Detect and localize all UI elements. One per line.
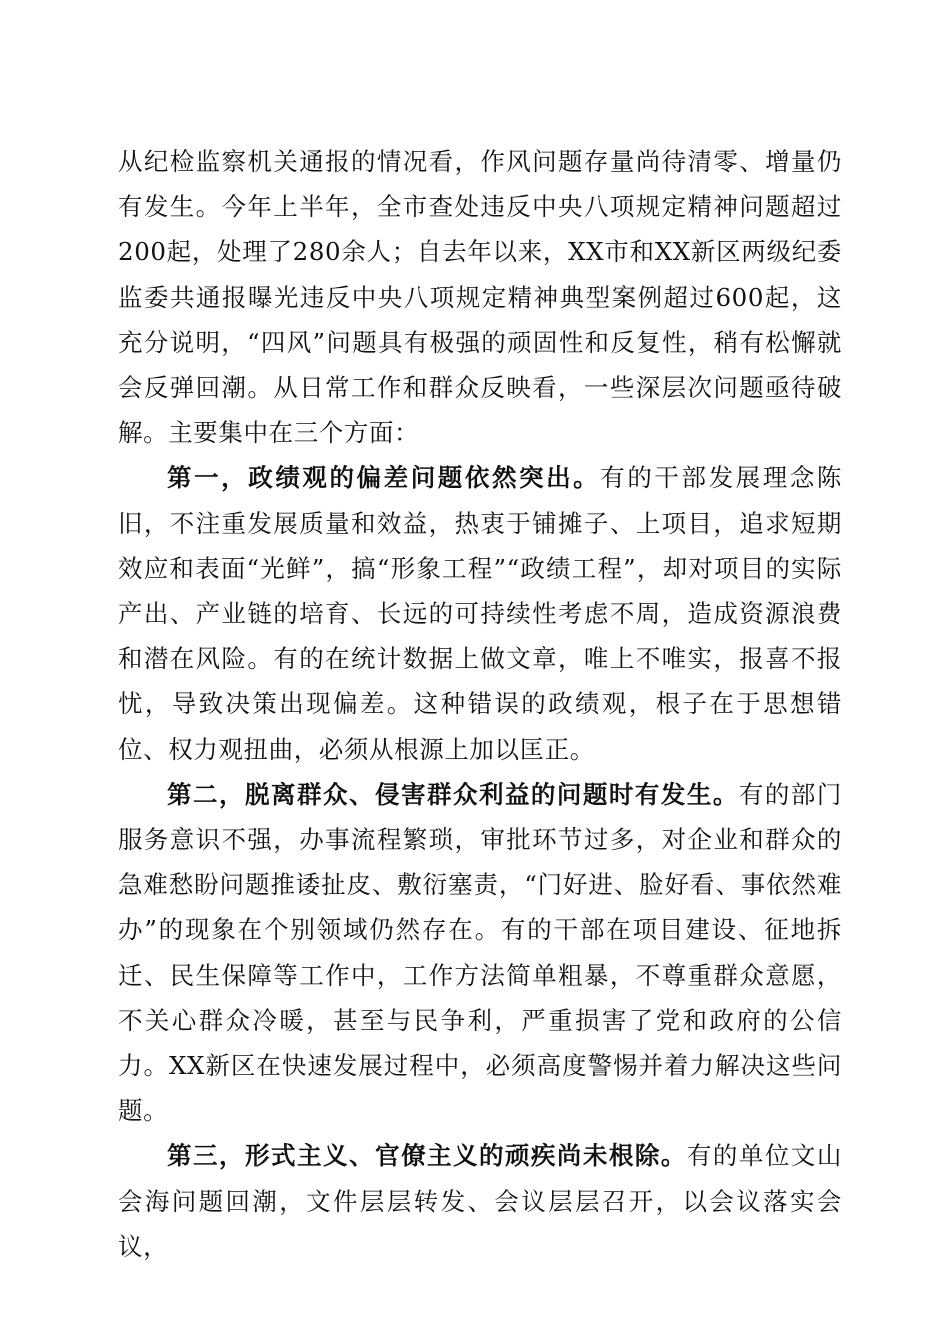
paragraph-text: 从纪检监察机关通报的情况看，作风问题存量尚待清零、增量仍有发生。今年上半年，全市查处违反中央八项规定精神问题超过200起，处理了280余人；自去年以来，XX市和XX新区两级纪委监委共通报曝光违反中央八项规定精神典型案例超过600起，这充分说明，“四风”问题具有极强的顽固性和反复性，稍有松懈就会反弹回潮。从日常工作和群众反映看，一些深层次问题亟待破解。主要集中在三个方面： — [118, 147, 842, 448]
paragraph-text: 有的干部发展理念陈旧，不注重发展质量和效益，热衷于铺摊子、上项目，追求短期效应和表面“光鲜”，搞“形象工程”“政绩工程”，却对项目的实际产出、产业链的培育、长远的可持续性考虑不周，造成资源浪费和潜在风险。有的在统计数据上做文章，唯上不唯实，报喜不报忧，导致决策出现偏差。这种错误的政绩观，根子在于思想错位、权力观扭曲，必须从根源上加以匡正。 — [118, 463, 842, 764]
paragraph-heading: 第二，脱离群众、侵害群众利益的问题时有发生。 — [167, 779, 739, 809]
paragraph-heading: 第一，政绩观的偏差问题依然突出。 — [167, 463, 601, 493]
paragraph-third-issue — [118, 1133, 842, 1269]
paragraph-first-issue — [118, 455, 842, 771]
paragraph-text: 有的单位文山会海问题回潮，文件层层转发、会议层层召开，以会议落实会议， — [118, 1141, 842, 1261]
document-body — [118, 139, 842, 1269]
paragraph-intro — [118, 139, 842, 455]
paragraph-second-issue — [118, 772, 842, 1134]
paragraph-text: 有的部门服务意识不强，办事流程繁琐，审批环节过多，对企业和群众的急难愁盼问题推诿扯皮、敷衍塞责，“门好进、脸好看、事依然难办”的现象在个别领域仍然存在。有的干部在项目建设、征地拆迁、民生保障等工作中，工作方法简单粗暴，不尊重群众意愿，不关心群众冷暖，甚至与民争利，严重损害了党和政府的公信力。XX新区在快速发展过程中，必须高度警惕并着力解决这些问题。 — [118, 779, 842, 1126]
paragraph-heading: 第三，形式主义、官僚主义的顽疾尚未根除。 — [167, 1141, 687, 1171]
